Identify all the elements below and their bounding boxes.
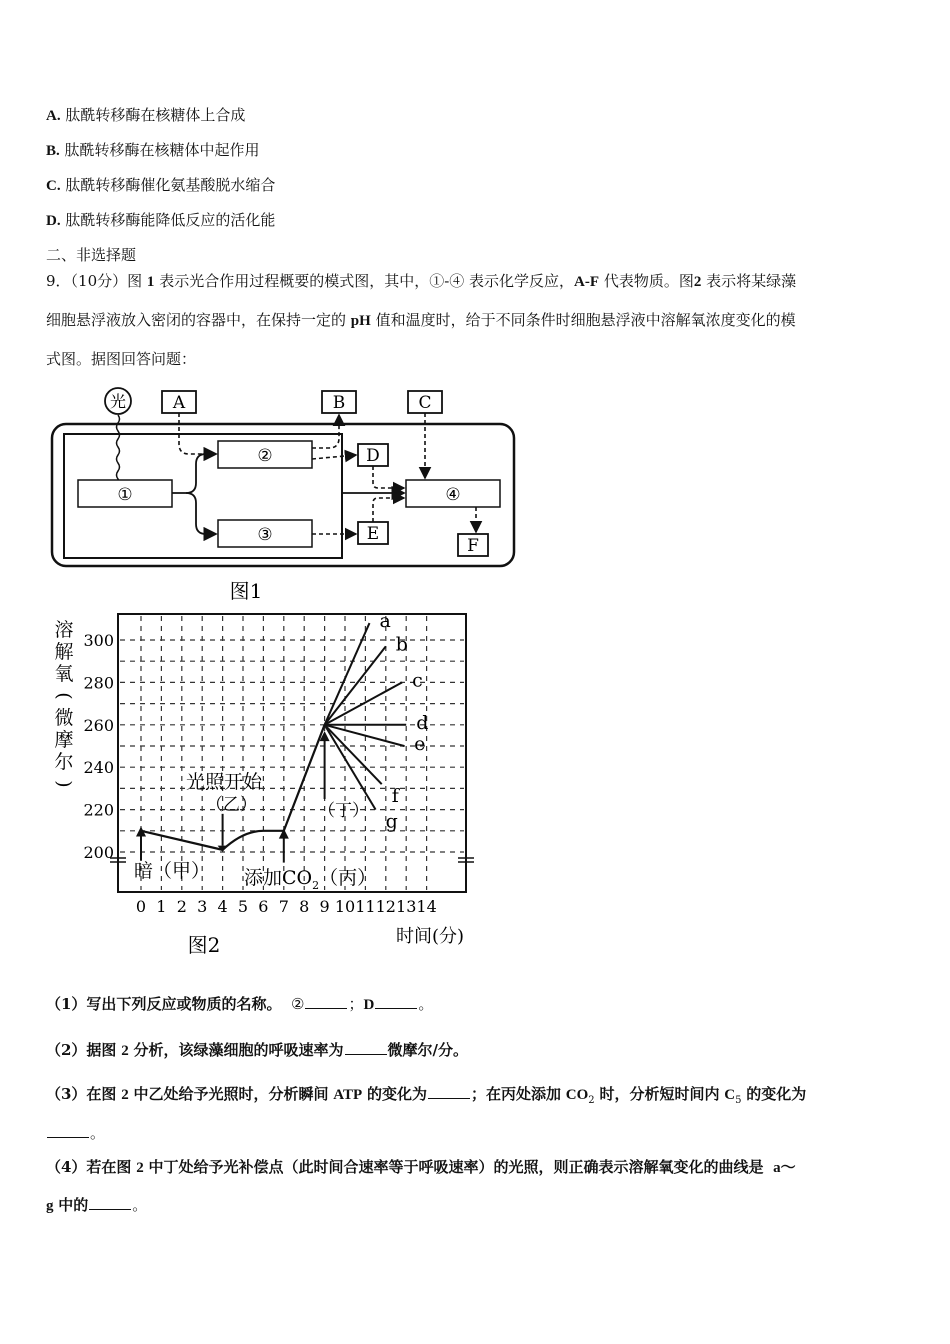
x-tick-label: 5 <box>237 897 249 916</box>
y-tick-label: 300 <box>83 631 114 650</box>
figure-1-diagram <box>46 384 526 609</box>
x-tick-label: 12 <box>375 897 396 916</box>
y-tick-labels <box>83 631 114 862</box>
answer-blank[interactable] <box>428 1084 470 1099</box>
option-c: C. 肽酰转移酶催化氨基酸脱水缩合 <box>46 176 276 194</box>
box-e-label: E <box>366 524 380 544</box>
reaction-3-label: ③ <box>257 525 273 545</box>
x-tick-label: 3 <box>197 897 208 916</box>
y-tick-label: 240 <box>83 758 114 778</box>
branch-label-c: c <box>412 669 423 692</box>
y-tick-label: 280 <box>83 673 114 693</box>
annotation-add-co2: 添加$CO_2$（丙） <box>244 867 377 892</box>
y-axis-label-char: ) <box>53 780 75 788</box>
x-tick-label: 6 <box>258 897 269 916</box>
branch-label-a: a <box>379 612 391 633</box>
branch-line-a <box>325 623 370 725</box>
annotation-ding: （丁） <box>318 801 369 821</box>
y-axis-label <box>53 619 75 788</box>
box-d-label: D <box>366 446 380 466</box>
arrow-1-to-3 <box>186 493 216 534</box>
subquestion-4: （4）若在图 2 中丁处给予光补偿点（此时间合速率等于呼吸速率）的光照，则正确表示溶解氧变化的曲线是 a～ <box>46 1158 796 1176</box>
subquestion-4-cont: g 中的 。 <box>46 1196 148 1214</box>
answer-blank[interactable] <box>47 1123 89 1138</box>
box-f-label: F <box>467 536 479 556</box>
arrow-d-to-4 <box>373 466 404 488</box>
subquestion-2: （2）据图 2 分析，该绿藻细胞的呼吸速率为 微摩尔/分。 <box>46 1041 468 1059</box>
answer-blank[interactable] <box>375 994 417 1009</box>
light-label: 光 <box>109 392 127 411</box>
branch-label-f: f <box>391 785 399 808</box>
branch-line-b <box>325 646 386 724</box>
y-tick-label: 220 <box>83 800 114 820</box>
x-tick-label: 8 <box>299 897 310 916</box>
branch-label-b: b <box>395 633 408 656</box>
subquestion-1: （1）写出下列反应或物质的名称。 ② ；D 。 <box>46 995 434 1013</box>
y-tick-label: 200 <box>83 843 114 862</box>
x-tick-label: 9 <box>319 897 330 916</box>
x-tick-labels <box>136 897 437 916</box>
arrow-1-to-2 <box>172 454 216 493</box>
x-tick-label: 0 <box>135 897 147 916</box>
branch-label-d: d <box>416 711 429 734</box>
x-tick-label: 4 <box>217 897 228 916</box>
y-axis-label-char: ( <box>53 692 75 700</box>
arrow-2-to-d <box>312 455 356 459</box>
annotation-dark: 暗（甲） <box>134 860 211 882</box>
option-a: A. 肽酰转移酶在核糖体上合成 <box>46 106 246 124</box>
reaction-1-label: ① <box>117 485 133 505</box>
x-axis-label: 时间(分) <box>395 926 465 947</box>
reaction-2-label: ② <box>257 446 273 466</box>
branch-label-e: e <box>414 733 426 755</box>
option-b: B. 肽酰转移酶在核糖体中起作用 <box>46 141 260 159</box>
figure-2-caption: 图2 <box>187 933 221 957</box>
section-title: 二、非选择题 <box>46 246 137 264</box>
arrow-2-to-b <box>312 415 339 448</box>
answer-blank[interactable] <box>345 1040 387 1055</box>
x-tick-label: 11 <box>355 897 376 916</box>
box-b-label: B <box>332 393 346 413</box>
box-c-label: C <box>418 393 432 413</box>
y-axis-label-char: 解 <box>54 641 74 663</box>
subquestion-3-cont: 。 <box>46 1122 105 1143</box>
y-axis-label-char: 氧 <box>54 663 74 685</box>
y-axis-label-char: 尔 <box>54 751 74 773</box>
box-a-label: A <box>172 393 186 413</box>
branch-labels <box>379 612 428 833</box>
annotation-yi: （乙） <box>206 795 257 815</box>
subquestion-3: （3）在图 2 中乙处给予光照时，分析瞬间 ATP 的变化为 ；在丙处添加 $CO_2$ 时，分析短时间内 $C_5$ 的变化为 <box>46 1085 807 1106</box>
chart-grid <box>120 616 464 890</box>
question-9-stem: 9．（10分）图 1 表示光合作用过程概要的模式图，其中，①-④ 表示化学反应，A-F 代表物质。图2 表示将某绿藻 细胞悬浮液放入密闭的容器中，在保持一定的 pH 值和温度时，给于不同条件时细胞悬浮液中溶解氧浓度变化的模 式图。据图回答问题： <box>46 272 797 368</box>
y-axis-label-char: 溶 <box>54 619 74 641</box>
arrow-e-to-4 <box>373 498 404 522</box>
branch-label-g: g <box>385 810 398 833</box>
y-axis-label-char: 微 <box>54 707 74 729</box>
x-tick-label: 7 <box>278 897 289 916</box>
y-axis-label-char: 摩 <box>54 729 74 751</box>
figure-1-caption: 图1 <box>229 579 263 603</box>
x-tick-label: 1 <box>156 897 167 916</box>
option-d: D. 肽酰转移酶能降低反应的活化能 <box>46 211 276 229</box>
answer-blank[interactable] <box>305 994 347 1009</box>
x-tick-label: 2 <box>176 897 187 916</box>
x-tick-label: 13 <box>396 897 417 916</box>
answer-blank[interactable] <box>89 1195 131 1210</box>
branch-line-f <box>325 725 382 784</box>
annotation-light-start: 光照开始 <box>186 771 263 793</box>
x-tick-label: 10 <box>334 897 356 916</box>
figure-2-chart <box>46 612 486 960</box>
y-tick-label: 260 <box>83 715 114 735</box>
reaction-4-label: ④ <box>445 485 461 505</box>
x-tick-label: 14 <box>416 897 437 916</box>
